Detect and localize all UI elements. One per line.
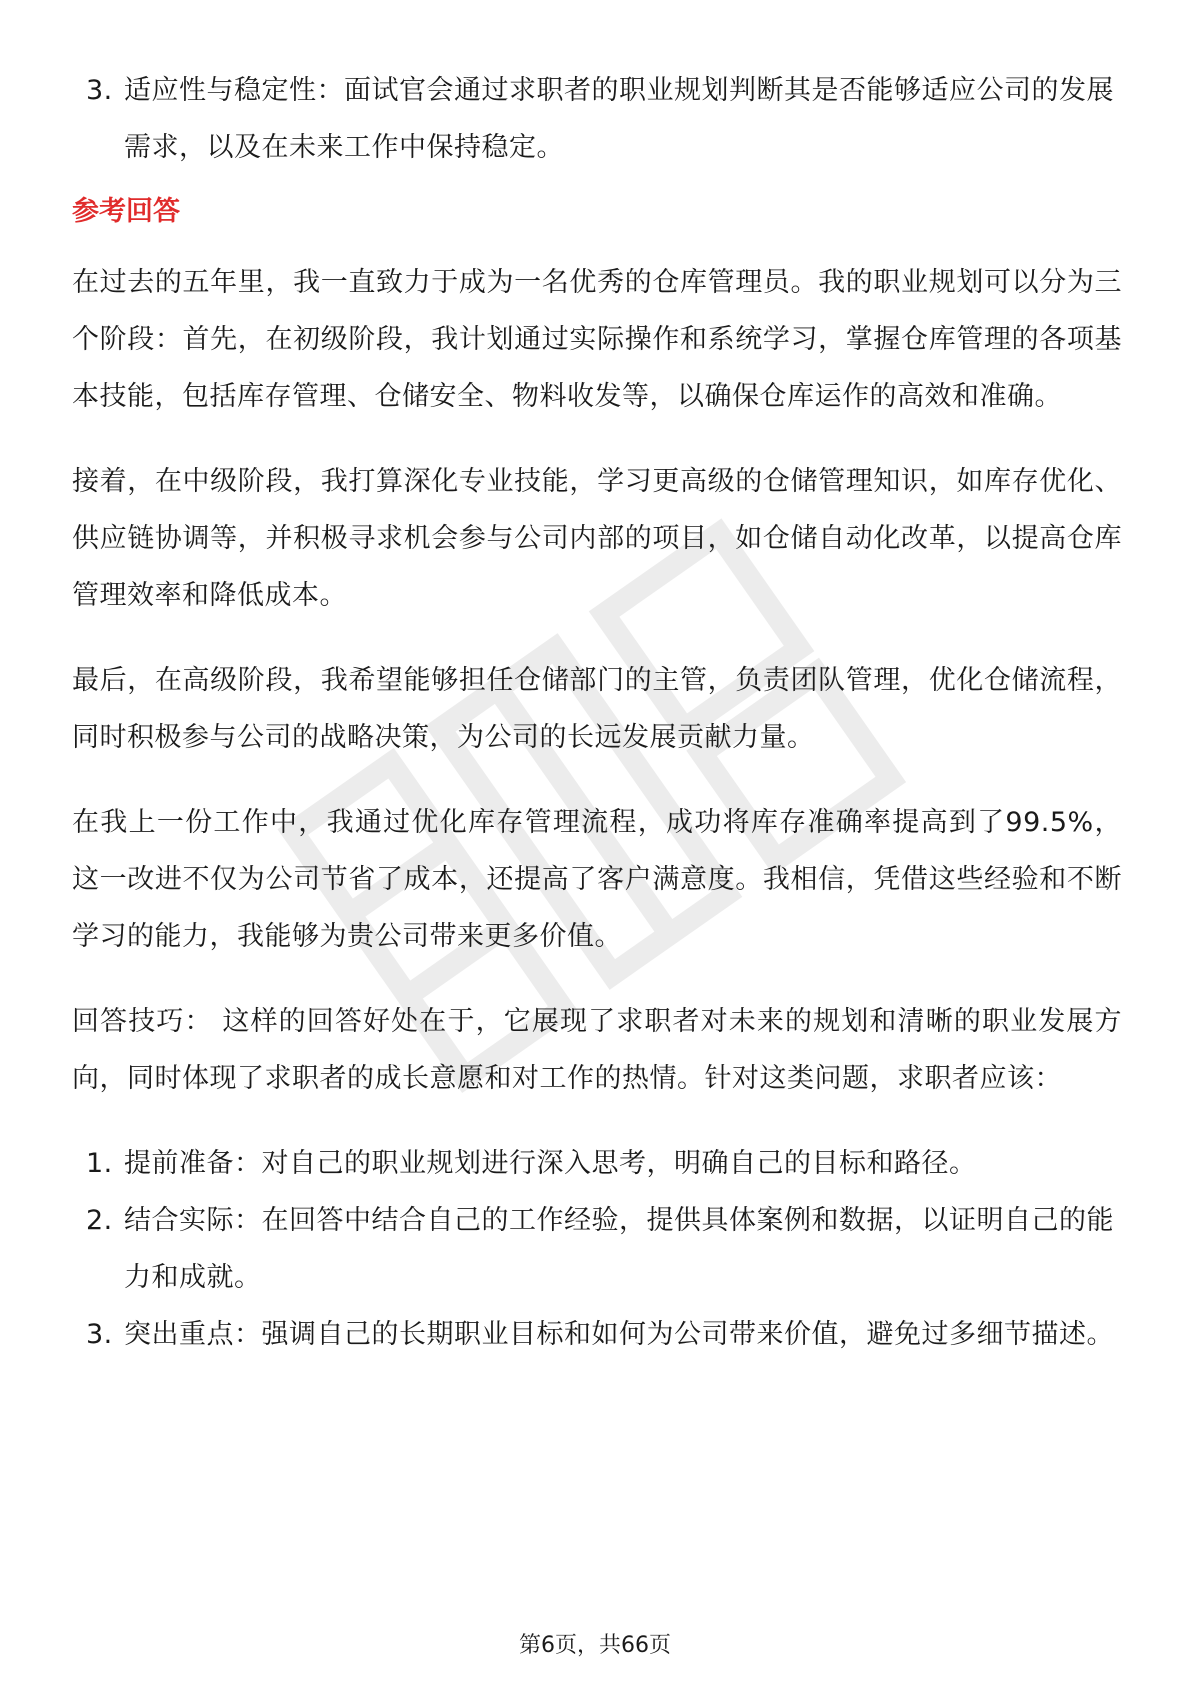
- paragraph-senior-stage: 最后，在高级阶段，我希望能够担任仓储部门的主管，负责团队管理，优化仓储流程，同时积极参与公司的战略决策，为公司的长远发展贡献力量。: [72, 665, 1122, 753]
- paragraph-achievement: 在我上一份工作中，我通过优化库存管理流程，成功将库存准确率提高到了99.5%，这一改进不仅为公司节省了成本，还提高了客户满意度。我相信，凭借这些经验和不断学习的能力，我能够为贵公司带来更多价值。: [72, 807, 1122, 952]
- list-item: [72, 1135, 1122, 1192]
- reference-answer-title: 参考回答: [72, 196, 180, 227]
- list-item-number: 3.: [86, 75, 113, 106]
- paragraph-tips: 回答技巧： 这样的回答好处在于，它展现了求职者对未来的规划和清晰的职业发展方向，同时体现了求职者的成长意愿和对工作的热情。针对这类问题，求职者应该：: [72, 1006, 1122, 1094]
- intro-list: [72, 62, 1122, 176]
- page-footer: 第6页，共66页: [519, 1633, 671, 1658]
- list-item-number: 1.: [86, 1148, 113, 1179]
- list-item-number: 2.: [86, 1205, 113, 1236]
- list-item: [72, 1306, 1122, 1363]
- paragraph-intro: 在过去的五年里，我一直致力于成为一名优秀的仓库管理员。我的职业规划可以分为三个阶段：首先，在初级阶段，我计划通过实际操作和系统学习，掌握仓库管理的各项基本技能，包括库存管理、仓储安全、物料收发等，以确保仓库运作的高效和准确。: [72, 267, 1122, 412]
- list-item-text: 结合实际：在回答中结合自己的工作经验，提供具体案例和数据，以证明自己的能力和成就。: [124, 1205, 1114, 1293]
- list-item-number: 3.: [86, 1319, 113, 1350]
- paragraph-middle-stage: 接着，在中级阶段，我打算深化专业技能，学习更高级的仓储管理知识，如库存优化、供应链协调等，并积极寻求机会参与公司内部的项目，如仓储自动化改革，以提高仓库管理效率和降低成本。: [72, 466, 1122, 611]
- list-item: [72, 62, 1122, 176]
- tips-list: [72, 1135, 1122, 1363]
- page-content: [72, 58, 1122, 1363]
- list-item-text: 适应性与稳定性：面试官会通过求职者的职业规划判断其是否能够适应公司的发展需求，以及在未来工作中保持稳定。: [124, 75, 1114, 163]
- list-item: [72, 1192, 1122, 1306]
- list-item-text: 提前准备：对自己的职业规划进行深入思考，明确自己的目标和路径。: [124, 1148, 977, 1179]
- list-item-text: 突出重点：强调自己的长期职业目标和如何为公司带来价值，避免过多细节描述。: [124, 1319, 1114, 1350]
